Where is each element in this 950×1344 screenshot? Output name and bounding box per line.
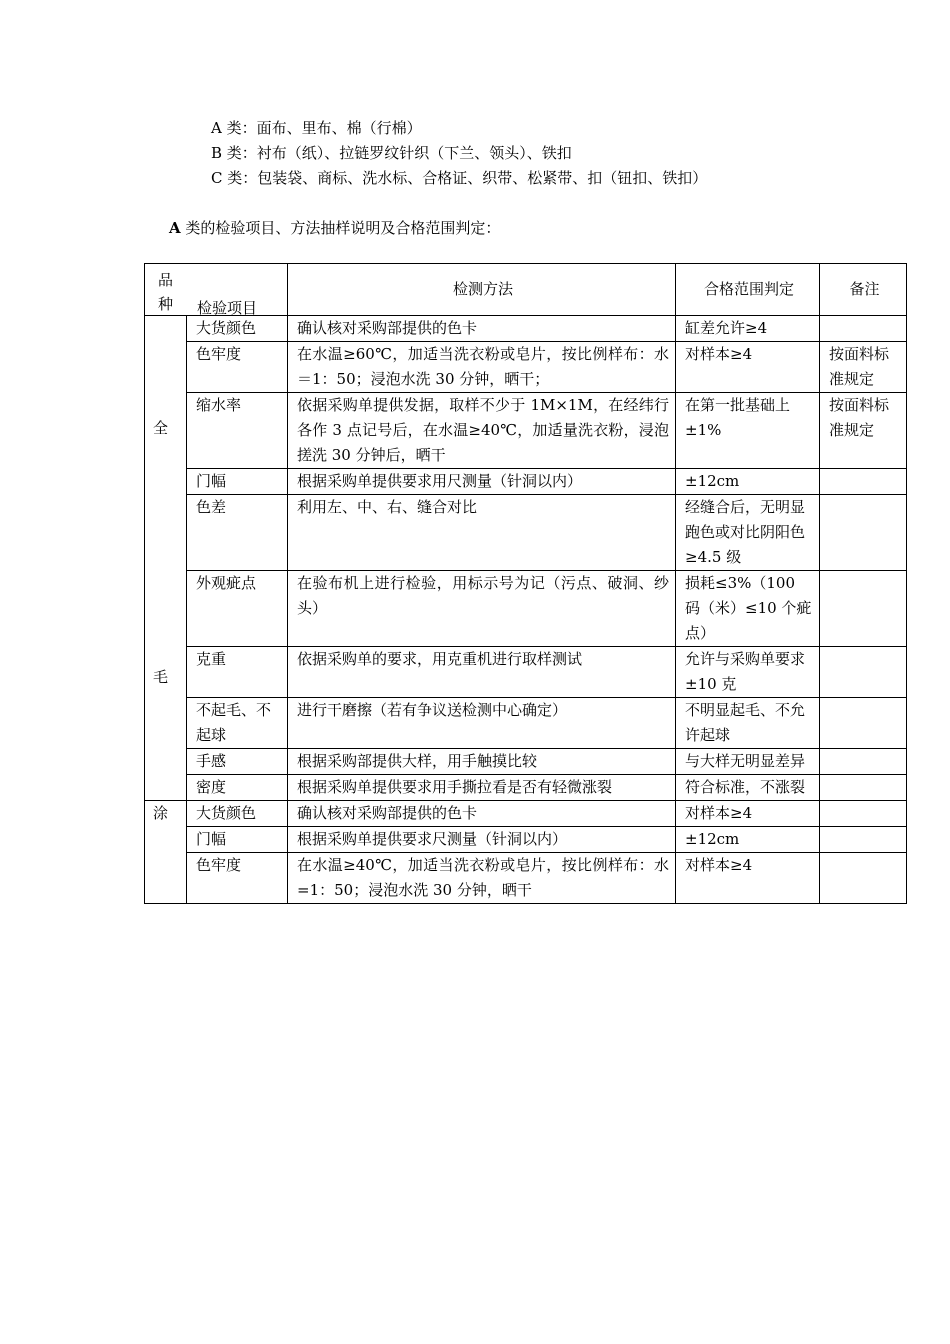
item-cell: 色差 [187,495,288,571]
standard-cell: 经缝合后，无明显跑色或对比阴阳色≥4.5 级 [676,495,820,571]
table-row [145,801,907,827]
method-cell: 进行干磨擦（若有争议送检测中心确定） [288,698,676,749]
method-cell: 在水温≥40℃，加适当洗衣粉或皂片，按比例样布：水=1：50；浸泡水洗 30 分钟，晒干 [288,853,676,904]
method-cell: 依据采购单提供发据，取样不少于 1M×1M，在经纬行各作 3 点记号后，在水温≥40℃，加适量洗衣粉，浸泡搓洗 30 分钟后，晒干 [288,393,676,469]
note-cell [820,647,907,698]
method-cell: 根据采购单提供要求用手撕拉看是否有轻微涨裂 [288,775,676,801]
method-cell: 根据采购部提供大样，用手触摸比较 [288,749,676,775]
table-row [145,749,907,775]
note-cell: 按面料标准规定 [820,342,907,393]
note-cell [820,469,907,495]
section-heading [169,218,500,238]
standard-cell: 允许与采购单要求±10 克 [676,647,820,698]
standard-cell: 与大样无明显差异 [676,749,820,775]
category-a-line: A 类：面布、里布、棉（行棉） [211,119,422,137]
heading-text: 类的检验项目、方法抽样说明及合格范围判定： [180,219,501,237]
method-cell: 在验布机上进行检验，用标示号为记（污点、破洞、纱头） [288,571,676,647]
method-cell: 根据采购单提供要求用尺测量（针洞以内） [288,469,676,495]
note-cell [820,827,907,853]
item-cell: 外观疵点 [187,571,288,647]
item-cell: 大货颜色 [187,801,288,827]
method-cell: 确认核对采购部提供的色卡 [288,316,676,342]
item-cell: 缩水率 [187,393,288,469]
table-row [145,647,907,698]
method-cell: 在水温≥60℃，加适当洗衣粉或皂片，按比例样布：水＝1：50；浸泡水洗 30 分钟，晒干； [288,342,676,393]
table-row [145,775,907,801]
header-method: 检测方法 [288,264,676,316]
variety-char: 全 [153,419,169,437]
standard-cell: 对样本≥4 [676,853,820,904]
standard-cell: 缸差允许≥4 [676,316,820,342]
table-row [145,469,907,495]
item-cell: 手感 [187,749,288,775]
method-cell: 利用左、中、右、缝合对比 [288,495,676,571]
variety-char: 毛 [153,668,169,686]
standard-cell: 损耗≤3%（100 码（米）≤10 个疵点） [676,571,820,647]
table-row [145,571,907,647]
method-cell: 依据采购单的要求，用克重机进行取样测试 [288,647,676,698]
item-cell: 密度 [187,775,288,801]
standard-cell: 符合标准，不涨裂 [676,775,820,801]
variety-char: 涂 [153,804,169,822]
standard-cell: 对样本≥4 [676,342,820,393]
note-cell [820,698,907,749]
standard-cell: 对样本≥4 [676,801,820,827]
item-cell: 色牢度 [187,342,288,393]
variety-group-1 [145,316,187,801]
method-cell: 根据采购单提供要求尺测量（针洞以内） [288,827,676,853]
table-row [145,316,907,342]
header-variety-item [145,264,288,316]
note-cell [820,853,907,904]
table-row [145,495,907,571]
method-cell: 确认核对采购部提供的色卡 [288,801,676,827]
note-cell [820,316,907,342]
item-cell: 门幅 [187,827,288,853]
table-row [145,827,907,853]
item-cell: 门幅 [187,469,288,495]
header-variety-top: 品 [158,271,174,289]
item-cell: 克重 [187,647,288,698]
category-b-line: B 类：衬布（纸）、拉链罗纹针织（下兰、领头）、铁扣 [211,144,572,162]
item-cell: 不起毛、不起球 [187,698,288,749]
note-cell: 按面料标准规定 [820,393,907,469]
variety-group-2 [145,801,187,904]
header-note: 备注 [820,264,907,316]
header-variety-bottom: 种 [158,295,174,313]
note-cell [820,495,907,571]
header-item: 检验项目 [197,299,258,317]
note-cell [820,775,907,801]
standard-cell: 不明显起毛、不允许起球 [676,698,820,749]
category-c-line: C 类：包装袋、商标、洗水标、合格证、织带、松紧带、扣（钮扣、铁扣） [211,169,708,187]
table-row [145,853,907,904]
standard-cell: ±12cm [676,827,820,853]
item-cell: 大货颜色 [187,316,288,342]
inspection-table [144,263,907,904]
note-cell [820,749,907,775]
table-row [145,698,907,749]
note-cell [820,571,907,647]
table-row [145,342,907,393]
heading-bold-letter: A [169,219,181,237]
standard-cell: ±12cm [676,469,820,495]
header-standard: 合格范围判定 [676,264,820,316]
standard-cell: 在第一批基础上±1% [676,393,820,469]
item-cell: 色牢度 [187,853,288,904]
table-row [145,393,907,469]
note-cell [820,801,907,827]
table-header-row [145,264,907,316]
